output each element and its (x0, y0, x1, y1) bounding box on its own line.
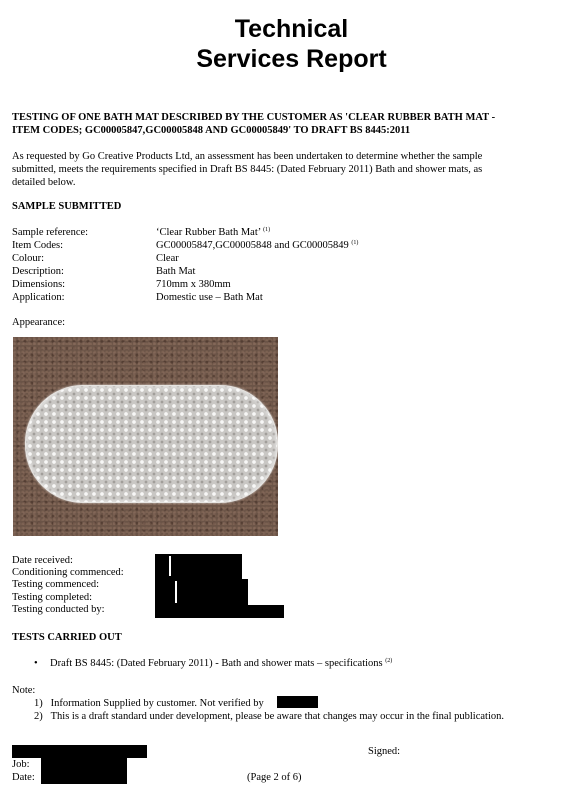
note-number: 2) (34, 711, 43, 722)
note-1 (34, 697, 264, 710)
appearance-label: Appearance: (12, 317, 66, 328)
sample-heading: SAMPLE SUBMITTED (12, 201, 122, 212)
intro-line3: detailed below. (12, 177, 76, 188)
sample-label: Application: (12, 292, 65, 303)
sample-label: Sample reference: (12, 227, 89, 238)
report-title-line1: Technical (234, 15, 349, 43)
date-received-label: Date received: (12, 555, 73, 566)
sample-row (12, 278, 572, 291)
note-label: Note: (12, 685, 36, 696)
test-item: Draft BS 8445: (Dated February 2011) - Bath and shower mats – specifications $^{(2)}$ (50, 658, 393, 669)
job-label: Job: (12, 759, 30, 770)
redaction-block (41, 758, 127, 784)
sample-row (12, 291, 572, 304)
note-text: Information Supplied by customer. Not verified by (50, 698, 264, 709)
sample-value: 710mm x 380mm (156, 279, 231, 290)
sample-row (12, 239, 572, 252)
sample-label: Item Codes: (12, 240, 64, 251)
intro-line1: As requested by Go Creative Products Ltd, an assessment has been undertaken to determine whether the sample (12, 151, 483, 162)
redaction-block (155, 579, 248, 605)
redaction-block (155, 605, 284, 618)
testing-completed-label: Testing completed: (12, 592, 93, 603)
sample-value: GC00005847,GC00005848 and GC00005849 $^{(1)}$ (156, 240, 359, 251)
sample-label: Dimensions: (12, 279, 66, 290)
bullet-icon: • (34, 658, 38, 669)
subject-heading-line2: ITEM CODES; GC00005847,GC00005848 AND GC00005849' TO DRAFT BS 8445:2011 (12, 125, 411, 136)
sample-value: Domestic use – Bath Mat (156, 292, 263, 303)
note-2 (34, 710, 504, 723)
sample-value: ‘Clear Rubber Bath Mat’ $^{(1)}$ (156, 227, 271, 238)
page-number: (Page 2 of 6) (247, 772, 302, 783)
redaction-block (12, 745, 147, 758)
bath-mat-photo (13, 337, 278, 536)
footnote-ref: (1) (351, 240, 359, 246)
sample-row (12, 226, 572, 239)
signed-label: Signed: (368, 746, 401, 757)
subject-heading-line1: TESTING OF ONE BATH MAT DESCRIBED BY THE CUSTOMER AS 'CLEAR RUBBER BATH MAT - (12, 112, 496, 123)
sample-row (12, 252, 572, 265)
redaction-gap (175, 581, 177, 603)
tests-heading: TESTS CARRIED OUT (12, 632, 122, 643)
testing-commenced-label: Testing commenced: (12, 579, 100, 590)
footnote-ref: (1) (263, 227, 271, 233)
note-text: This is a draft standard under development, please be aware that changes may occur in the final publication. (50, 711, 505, 722)
sample-label: Description: (12, 266, 64, 277)
date-label: Date: (12, 772, 35, 783)
intro-line2: submitted, meets the requirements specified in Draft BS 8445: (Dated February 2011) Bath and shower mats, as (12, 164, 483, 175)
conditioning-commenced-label: Conditioning commenced: (12, 567, 124, 578)
report-title-line2: Services Report (196, 45, 387, 73)
note-number: 1) (34, 698, 43, 709)
redaction-block (277, 696, 318, 708)
sample-row (12, 265, 572, 278)
testing-conducted-by-label: Testing conducted by: (12, 604, 105, 615)
sample-value: Bath Mat (156, 266, 196, 277)
bath-mat-image (25, 385, 278, 503)
sample-value: Clear (156, 253, 179, 264)
sample-label: Colour: (12, 253, 45, 264)
redaction-gap (169, 556, 171, 576)
footnote-ref: (2) (385, 658, 393, 664)
